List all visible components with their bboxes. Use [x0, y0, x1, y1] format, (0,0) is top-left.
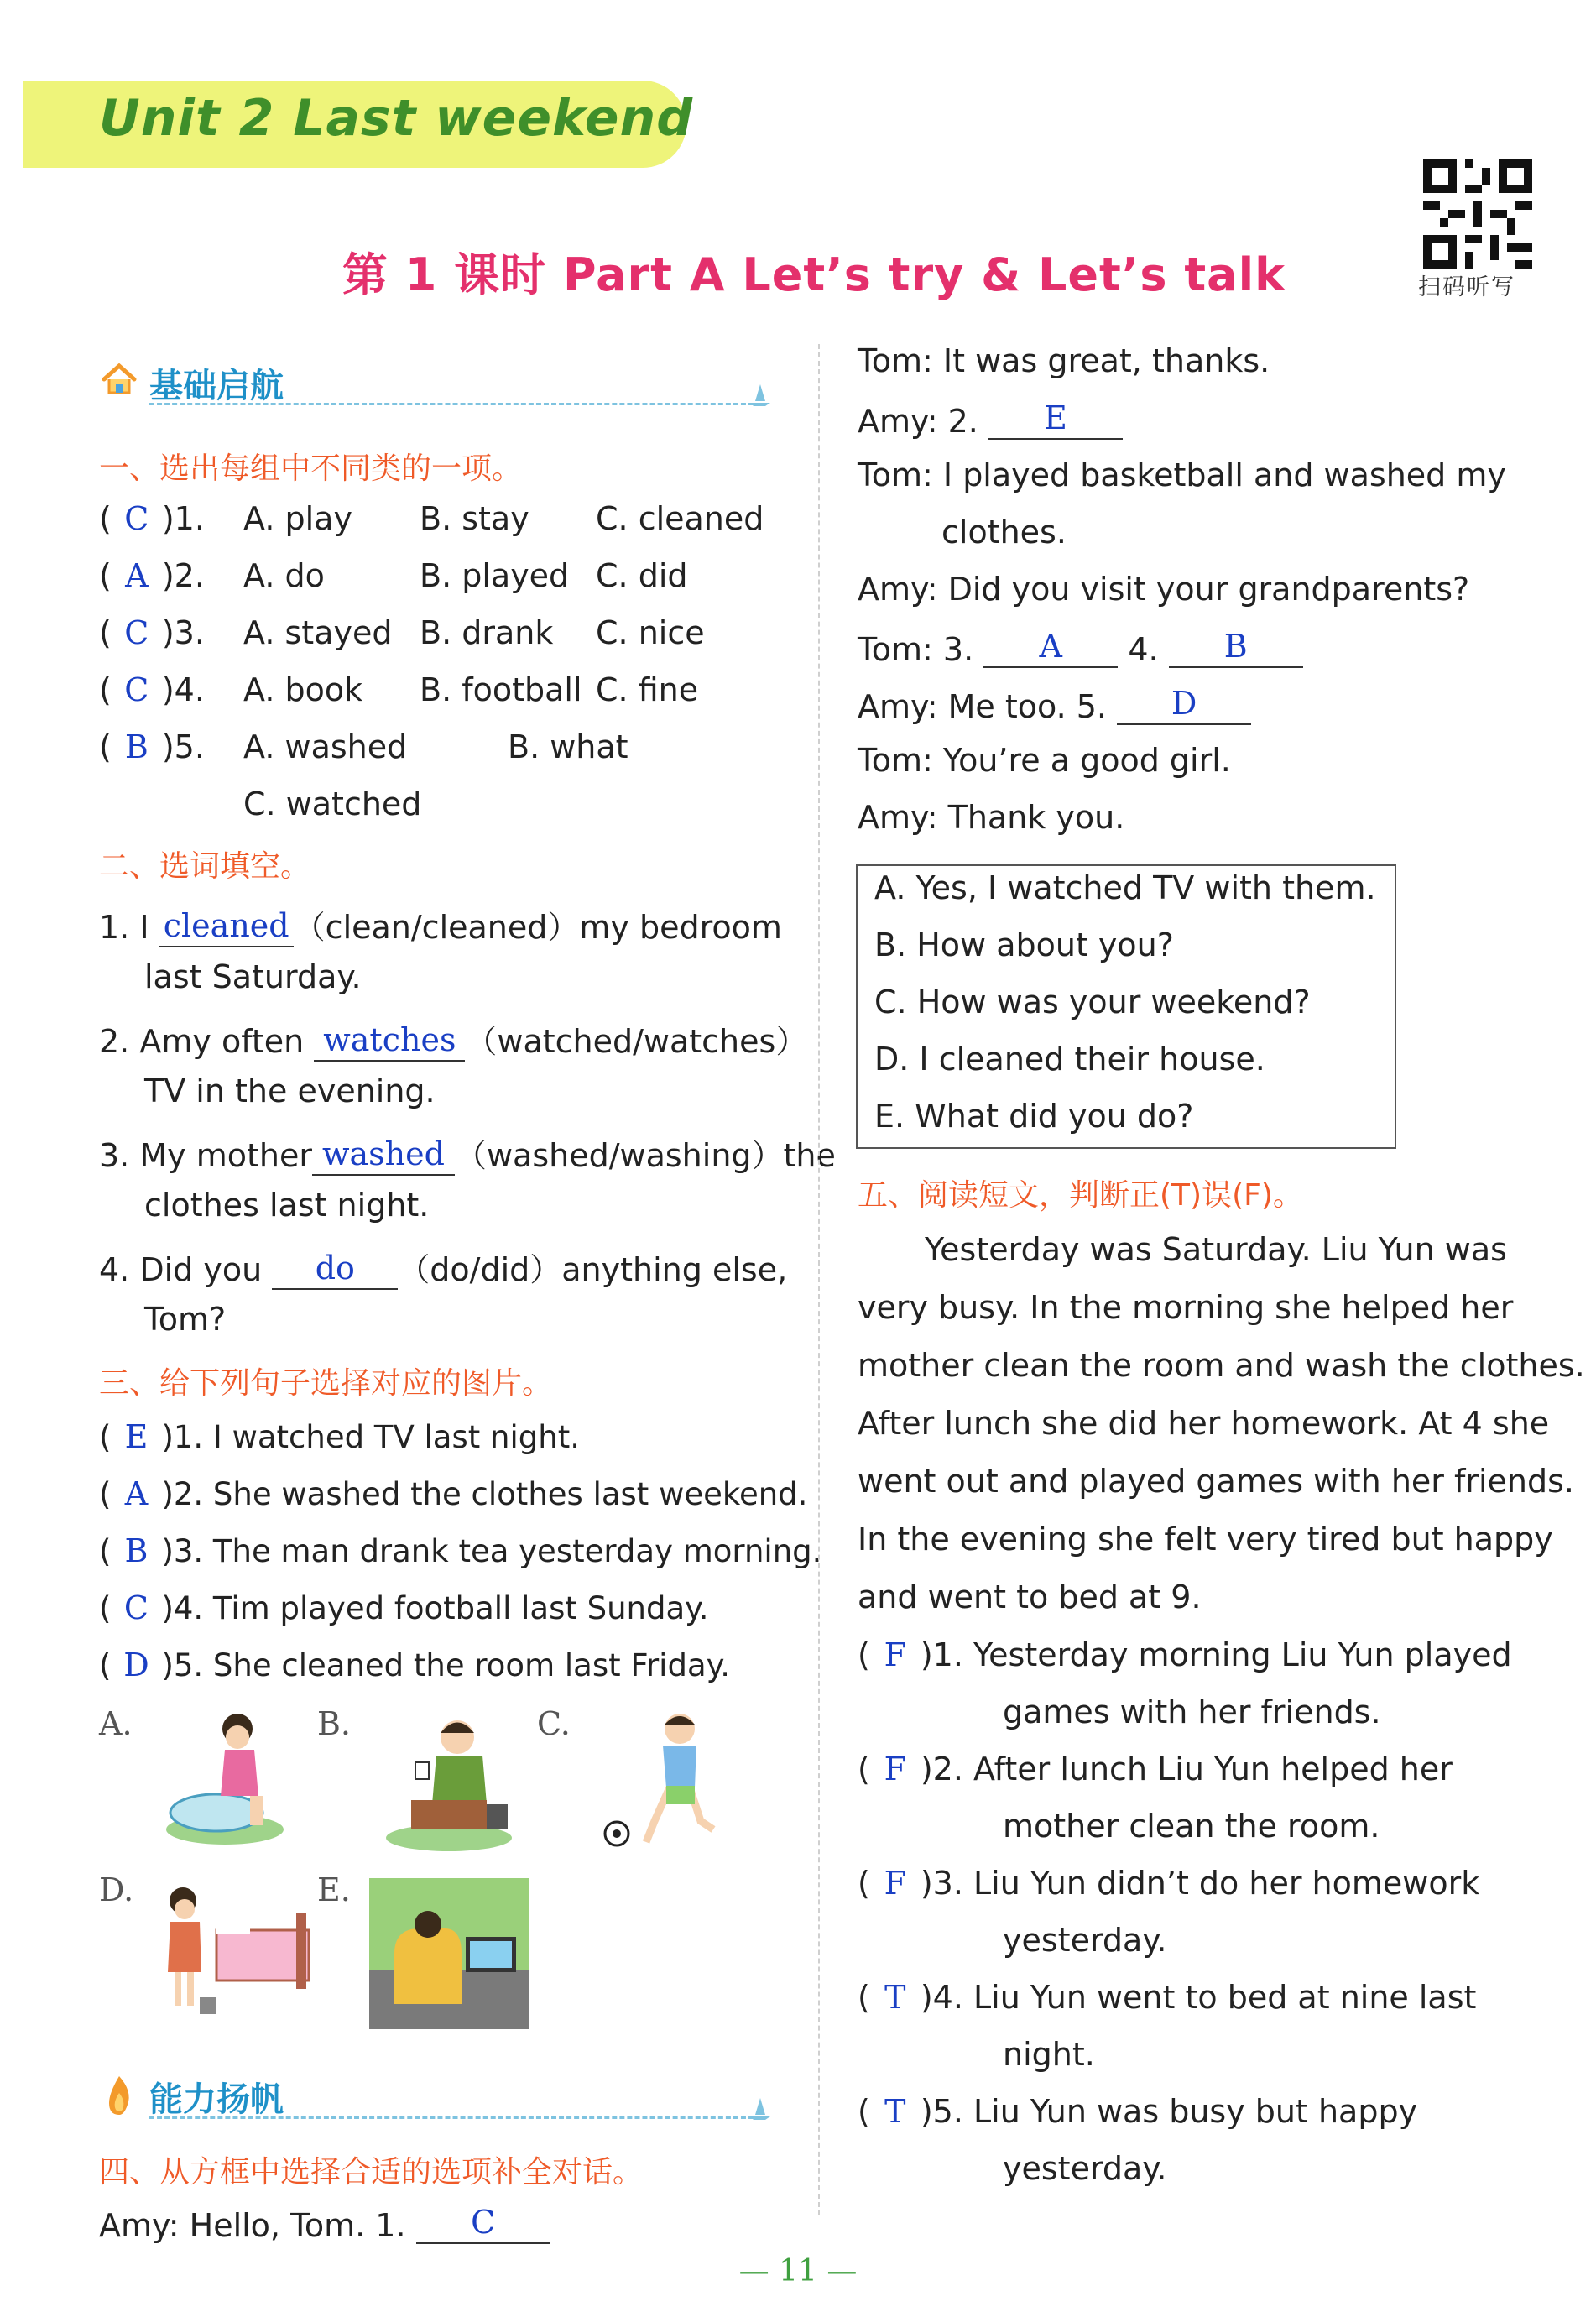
unit-title: Unit 2 Last weekend — [99, 89, 694, 148]
q2-answer[interactable]: watches — [323, 1021, 456, 1058]
option-e: E. What did you do? — [874, 1098, 1194, 1135]
q2-item: 2. Amy often watches （watched/watches） — [99, 1021, 808, 1060]
q3-item: ( D )5. She cleaned the room last Friday. — [99, 1647, 730, 1683]
q4-answer[interactable]: B — [1223, 628, 1248, 665]
q5-answer[interactable]: F — [884, 1636, 907, 1673]
q2-item-cont: clothes last night. — [144, 1187, 430, 1224]
q3-answer[interactable]: D — [123, 1647, 149, 1683]
q2-answer[interactable]: cleaned — [163, 907, 289, 944]
dialogue-line: Amy: 2. E — [858, 399, 1123, 440]
dialogue-line: Tom: I played basketball and washed my — [858, 457, 1506, 493]
playing-football-picture — [596, 1704, 738, 1855]
q3-item: ( E )1. I watched TV last night. — [99, 1418, 580, 1455]
q1-option-c: C. cleaned — [596, 500, 764, 537]
tf-item-cont: yesterday. — [1003, 1922, 1167, 1959]
q1-title: 一、选出每组中不同类的一项。 — [99, 451, 523, 486]
q1-option-a: A. play — [243, 500, 352, 537]
tf-item: ( F )2. After lunch Liu Yun helped her — [858, 1751, 1453, 1787]
q3-answer[interactable]: A — [124, 1475, 149, 1512]
q3-item: ( B )3. The man drank tea yesterday morning. — [99, 1532, 822, 1569]
lesson-title: 第 1 课时 Part A Let’s try & Let’s talk — [342, 248, 1286, 301]
q1-row: ( A )2. — [99, 557, 205, 594]
picture-label-c: C. — [537, 1705, 571, 1742]
q5-answer[interactable]: F — [884, 1865, 907, 1902]
section-divider — [149, 403, 754, 405]
q1-row: ( C )1. — [99, 500, 205, 537]
q2-title: 二、选词填空。 — [99, 849, 311, 884]
q1-option-c: C. watched — [243, 785, 422, 822]
q4-answer[interactable]: E — [1044, 399, 1067, 436]
q5-title: 五、阅读短文，判断正(T)误(F)。 — [858, 1178, 1303, 1213]
q1-answer[interactable]: A — [125, 557, 149, 594]
q4-answer[interactable]: D — [1171, 685, 1197, 722]
section-ability-heading: 能力扬帆 — [149, 2080, 284, 2119]
dialogue-line: clothes. — [941, 514, 1067, 551]
tf-item-cont: night. — [1003, 2036, 1095, 2073]
q1-option-a: A. washed — [243, 728, 408, 765]
drinking-tea-picture — [378, 1704, 520, 1855]
tf-item: ( T )5. Liu Yun was busy but happy — [858, 2093, 1418, 2130]
q1-option-b: B. drank — [420, 614, 554, 651]
reading-passage: Yesterday was Saturday. Liu Yun was very busy. In the morning she helped her mother clean the room and wash the clothes. After lunch she did her homework. At 4 she went out and played games with her friends. In the evening she felt very tired but happy and went to bed at 9. — [858, 1231, 1585, 1615]
q1-option-c: C. did — [596, 557, 688, 594]
q1-option-a: A. stayed — [243, 614, 393, 651]
q1-row: ( C )4. — [99, 671, 205, 708]
q1-option-b: B. what — [508, 728, 628, 765]
tf-item: ( F )3. Liu Yun didn’t do her homework — [858, 1865, 1480, 1902]
q5-answer[interactable]: T — [884, 1979, 906, 2016]
q2-item-cont: Tom? — [144, 1301, 227, 1338]
q4-title: 四、从方框中选择合适的选项补全对话。 — [99, 2155, 644, 2189]
q3-answer[interactable]: B — [124, 1532, 149, 1569]
picture-label-a: A. — [99, 1705, 133, 1742]
option-b: B. How about you? — [874, 926, 1174, 963]
watching-tv-picture — [369, 1878, 529, 2029]
flame-icon — [102, 2075, 136, 2116]
picture-label-e: E. — [317, 1871, 351, 1908]
sail-icon — [747, 2095, 774, 2122]
q1-option-b: B. football — [420, 671, 582, 708]
home-icon — [101, 361, 138, 398]
q2-answer[interactable]: washed — [321, 1135, 445, 1172]
q5-answer[interactable]: F — [884, 1751, 907, 1787]
qr-code-icon[interactable] — [1423, 159, 1532, 269]
q4-answer[interactable]: A — [1039, 628, 1062, 665]
tf-item: ( F )1. Yesterday morning Liu Yun played — [858, 1636, 1512, 1673]
q1-answer[interactable]: B — [124, 728, 149, 765]
q4-answer[interactable]: C — [471, 2204, 496, 2241]
q1-option-b: B. stay — [420, 500, 529, 537]
q4-first-line: Amy: Hello, Tom. 1. C — [99, 2204, 550, 2244]
option-c: C. How was your weekend? — [874, 984, 1311, 1020]
column-divider — [818, 344, 820, 2215]
q1-answer[interactable]: C — [124, 614, 149, 651]
q1-answer[interactable]: C — [124, 671, 149, 708]
option-d: D. I cleaned their house. — [874, 1041, 1265, 1078]
dialogue-line: Amy: Me too. 5. D — [858, 685, 1251, 725]
dialogue-line: Amy: Did you visit your grandparents? — [858, 571, 1470, 608]
q3-answer[interactable]: C — [123, 1589, 149, 1626]
washing-clothes-picture — [158, 1704, 292, 1855]
cleaning-room-picture — [149, 1880, 317, 2022]
q2-item-cont: last Saturday. — [144, 958, 362, 995]
q1-row: ( C )3. — [99, 614, 205, 651]
option-a: A. Yes, I watched TV with them. — [874, 869, 1376, 906]
q2-answer[interactable]: do — [315, 1250, 355, 1286]
q1-answer[interactable]: C — [124, 500, 149, 537]
tf-item-cont: yesterday. — [1003, 2150, 1167, 2187]
q1-option-a: A. do — [243, 557, 325, 594]
dialogue-line: Tom: 3. A 4. B — [858, 628, 1303, 668]
q1-option-b: B. played — [420, 557, 570, 594]
page-number: — 11 — — [738, 2254, 858, 2289]
tf-item: ( T )4. Liu Yun went to bed at nine last — [858, 1979, 1477, 2016]
dialogue-line: Tom: You’re a good girl. — [858, 742, 1231, 779]
q3-item: ( A )2. She washed the clothes last weekend. — [99, 1475, 808, 1512]
q1-row: ( B )5. — [99, 728, 205, 765]
q5-answer[interactable]: T — [884, 2093, 906, 2130]
q1-option-c: C. nice — [596, 614, 705, 651]
picture-label-b: B. — [317, 1705, 352, 1742]
q1-option-c: C. fine — [596, 671, 699, 708]
q2-item: 1. I cleaned （clean/cleaned）my bedroom — [99, 907, 782, 946]
dialogue-line: Tom: It was great, thanks. — [858, 342, 1270, 379]
sail-icon — [747, 381, 774, 408]
q3-answer[interactable]: E — [124, 1418, 149, 1455]
q3-title: 三、给下列句子选择对应的图片。 — [99, 1366, 553, 1401]
qr-label: 扫码听写 — [1418, 274, 1515, 300]
q2-item: 3. My mother washed （washed/washing）the — [99, 1135, 836, 1174]
q3-item: ( C )4. Tim played football last Sunday. — [99, 1589, 709, 1626]
tf-item-cont: games with her friends. — [1003, 1694, 1381, 1730]
section-divider — [149, 2116, 754, 2119]
q1-option-a: A. book — [243, 671, 363, 708]
q2-item-cont: TV in the evening. — [144, 1072, 436, 1109]
section-basic-heading: 基础启航 — [149, 367, 284, 405]
dialogue-line: Amy: Thank you. — [858, 799, 1125, 836]
q2-item: 4. Did you do （do/did）anything else, — [99, 1250, 788, 1288]
tf-item-cont: mother clean the room. — [1003, 1808, 1380, 1845]
picture-label-d: D. — [99, 1871, 134, 1908]
